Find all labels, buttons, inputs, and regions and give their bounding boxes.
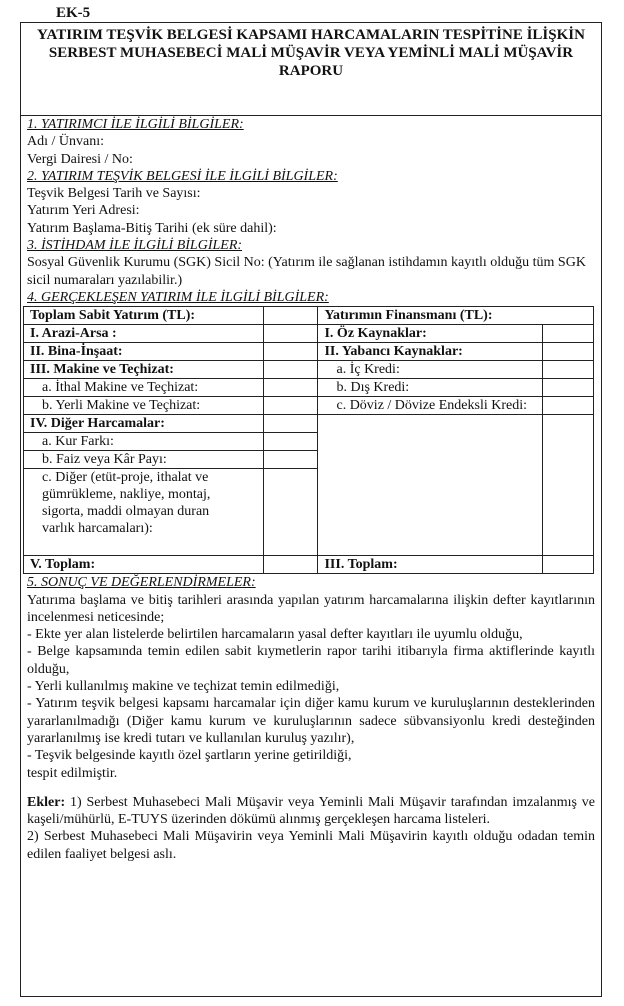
report-body — [21, 116, 601, 863]
attachments-label: Ekler: — [27, 794, 66, 810]
investment-table — [23, 306, 594, 574]
fx-credit-value — [543, 397, 594, 415]
section-3-heading: 3. İSTİHDAM İLE İLGİLİ BİLGİLER: — [27, 238, 243, 254]
report-frame — [20, 22, 602, 997]
machinery-value — [263, 361, 318, 379]
foreign-resources-row: II. Yabancı Kaynaklar: — [318, 343, 543, 361]
interest-row: b. Faiz veya Kâr Payı: — [24, 451, 264, 469]
exchange-diff-value — [263, 433, 318, 451]
other-expenses-row: IV. Diğer Harcamalar: — [24, 415, 264, 433]
fixed-investment-header: Toplam Sabit Yatırım (TL): — [24, 307, 264, 325]
result-item-4: - Yatırım teşvik belgesi kapsamı harcamalar için diğer kamu kurum ve kuruluşlarının desteklerinden yararlanılmadığı (Diğer kamu kurum ve kuruluşlarının sadece sübvansiyonlu kredi desteğinden yararlanılmış ise kredi tutarı ve kullanılan kuruluş yazılır), — [27, 696, 595, 746]
foreign-credit-row: b. Dış Kredi: — [318, 379, 543, 397]
domestic-machinery-value — [263, 397, 318, 415]
sgk-line-2: sicil numaraları yazılabilir.) — [27, 272, 183, 288]
total-right-value — [543, 556, 594, 574]
title-line-2: SERBEST MUHASEBECİ MALİ MÜŞAVİR VEYA YEMİNLİ MALİ MÜŞAVİR — [48, 45, 574, 61]
foreign-credit-value — [543, 379, 594, 397]
building-row: II. Bina-İnşaat: — [24, 343, 264, 361]
imported-machinery-value — [263, 379, 318, 397]
interest-value — [263, 451, 318, 469]
machinery-row: III. Makine ve Teçhizat: — [24, 361, 264, 379]
other-c-line-2: gümrükleme, nakliye, montaj, — [42, 487, 211, 503]
other-c-line-1: c. Diğer (etüt-proje, ithalat ve — [42, 470, 209, 486]
annex-label: EK-5 — [56, 5, 91, 21]
title-line-3: RAPORU — [278, 63, 344, 79]
domestic-credit-value — [543, 361, 594, 379]
total-left-row: V. Toplam: — [24, 556, 264, 574]
domestic-credit-row: a. İç Kredi: — [318, 361, 543, 379]
other-c-value — [263, 469, 318, 556]
other-c-line-3: sigorta, maddi olmayan duran — [42, 504, 210, 520]
section-2-heading: 2. YATIRIM TEŞVİK BELGESİ İLE İLGİLİ BİLGİLER: — [27, 168, 338, 184]
imported-machinery-row: a. İthal Makine ve Teçhizat: — [24, 379, 264, 397]
result-intro: Yatırıma başlama ve bitiş tarihleri arasında yapılan yatırım harcamalarına ilişkin defter kayıtlarının incelenmesi neticesinde; — [27, 592, 595, 625]
investment-dates-field: Yatırım Başlama-Bitiş Tarihi (ek süre dahil): — [27, 220, 277, 236]
sgk-line-1: Sosyal Güvenlik Kurumu (SGK) Sicil No: (Yatırım ile sağlanan istihdamın kayıtlı olduğu tüm SGK — [27, 255, 586, 271]
other-expenses-value — [263, 415, 318, 433]
building-value — [263, 343, 318, 361]
result-item-5: - Teşvik belgesinde kayıtlı özel şartların yerine getirildiği, — [27, 748, 352, 764]
attachment-2-text: 2) Serbest Muhasebeci Mali Müşavirin veya Yeminli Mali Müşavirin kayıtlı olduğu odadan temin edilen faaliyet belgesi aslı. — [27, 829, 595, 862]
result-item-1: - Ekte yer alan listelerde belirtilen harcamaların yasal defter kayıtları ile uyumlu olduğu, — [27, 627, 523, 643]
result-item-3: - Yerli kullanılmış makine ve teçhizat temin edilmediği, — [27, 679, 340, 695]
exchange-diff-row: a. Kur Farkı: — [24, 433, 264, 451]
section-4-heading: 4. GERÇEKLEŞEN YATIRIM İLE İLGİLİ BİLGİLER: — [27, 289, 329, 305]
domestic-machinery-row: b. Yerli Makine ve Teçhizat: — [24, 397, 264, 415]
section-5-heading: 5. SONUÇ VE DEĞERLENDİRMELER: — [27, 575, 256, 591]
equity-row: I. Öz Kaynaklar: — [318, 325, 543, 343]
investment-address-field: Yatırım Yeri Adresi: — [27, 203, 140, 219]
other-c-row — [24, 469, 264, 556]
investor-name-field: Adı / Ünvanı: — [27, 134, 104, 150]
report-title — [21, 23, 601, 116]
financing-header: Yatırımın Finansmanı (TL): — [318, 307, 594, 325]
attachment-1-text: 1) Serbest Muhasebeci Mali Müşavir veya Yeminli Mali Müşavir tarafından imzalanmış ve kaşeli/mühürlü, E-TUYS üzerinden dökümü alınmış gerçekleşen harcama listeleri. — [27, 794, 595, 828]
total-right-row: III. Toplam: — [318, 556, 543, 574]
attachments-1 — [27, 794, 595, 829]
land-value — [263, 325, 318, 343]
tax-office-field: Vergi Dairesi / No: — [27, 151, 133, 167]
result-item-2: - Belge kapsamında temin edilen sabit kıymetlerin rapor tarihi itibarıyla firma aktiflerinde kayıtlı olduğu, — [27, 644, 595, 677]
header-spacer — [263, 307, 318, 325]
foreign-resources-value — [543, 343, 594, 361]
title-line-1: YATIRIM TEŞVİK BELGESİ KAPSAMI HARCAMALARIN TESPİTİNE İLİŞKİN — [37, 27, 585, 43]
result-conclusion: tespit edilmiştir. — [27, 765, 118, 781]
financing-blank-area — [318, 415, 543, 556]
equity-value — [543, 325, 594, 343]
certificate-date-field: Teşvik Belgesi Tarih ve Sayısı: — [27, 186, 201, 202]
financing-blank-value — [543, 415, 594, 556]
land-row: I. Arazi-Arsa : — [24, 325, 264, 343]
total-left-value — [263, 556, 318, 574]
section-1-heading: 1. YATIRIMCI İLE İLGİLİ BİLGİLER: — [27, 117, 244, 132]
fx-credit-row: c. Döviz / Dövize Endeksli Kredi: — [318, 397, 543, 415]
other-c-line-4: varlık harcamaları): — [42, 521, 153, 537]
